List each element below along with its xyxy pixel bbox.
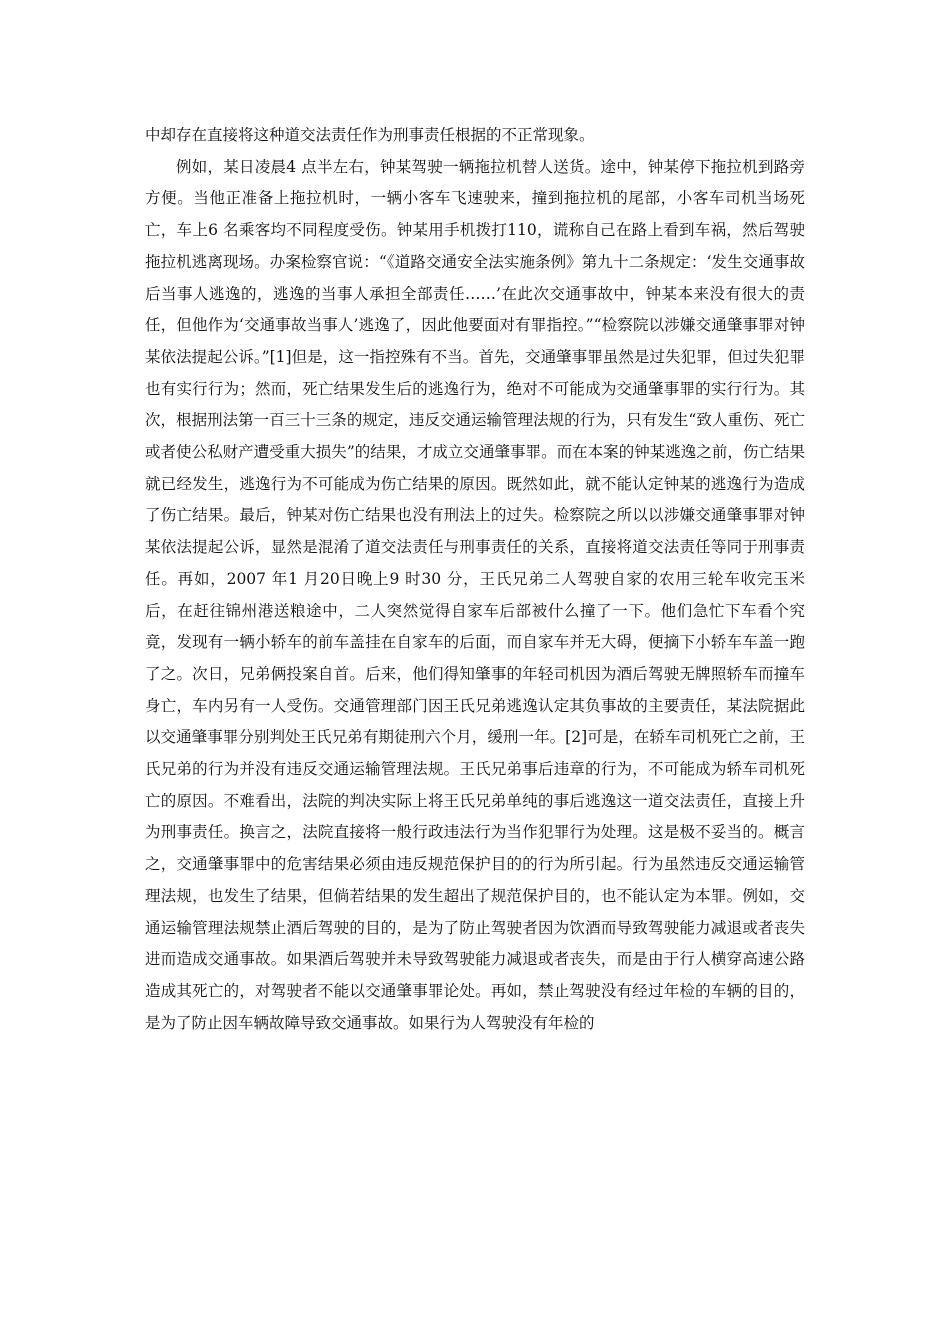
document-page <box>145 120 805 1039</box>
paragraph-body: 例如，某日凌晨4 点半左右，钟某驾驶一辆拖拉机替人送货。途中，钟某停下拖拉机到路旁方便。当他正准备上拖拉机时，一辆小客车飞速驶来，撞到拖拉机的尾部，小客车司机当场死亡，车上6 名乘客均不同程度受伤。钟某用手机拨打110，谎称自己在路上看到车祸，然后驾驶拖拉机逃离现场。办案检察官说：“《道路交通安全法实施条例》第九十二条规定：‘发生交通事故后当事人逃逸的，逃逸的当事人承担全部责任……’在此次交通事故中，钟某本来没有很大的责任，但他作为‘交通事故当事人’逃逸了，因此他要面对有罪指控。”“检察院以涉嫌交通肇事罪对钟某依法提起公诉。”[1]但是，这一指控殊有不当。首先，交通肇事罪虽然是过失犯罪，但过失犯罪也有实行行为；然而，死亡结果发生后的逃逸行为，绝对不可能成为交通肇事罪的实行行为。其次，根据刑法第一百三十三条的规定，违反交通运输管理法规的行为，只有发生“致人重伤、死亡或者使公私财产遭受重大损失”的结果，才成立交通肇事罪。而在本案的钟某逃逸之前，伤亡结果就已经发生，逃逸行为不可能成为伤亡结果的原因。既然如此，就不能认定钟某的逃逸行为造成了伤亡结果。最后，钟某对伤亡结果也没有刑法上的过失。检察院之所以以涉嫌交通肇事罪对钟某依法提起公诉，显然是混淆了道交法责任与刑事责任的关系，直接将道交法责任等同于刑事责任。再如，2007 年1 月20日晚上9 时30 分，王氏兄弟二人驾驶自家的农用三轮车收完玉米后，在赶往锦州港送粮途中，二人突然觉得自家车后部被什么撞了一下。他们急忙下车看个究竟，发现有一辆小轿车的前车盖挂在自家车的后面，而自家车并无大碍，便摘下小轿车车盖一跑了之。次日，兄弟俩投案自首。后来，他们得知肇事的年轻司机因为酒后驾驶无牌照轿车而撞车身亡，车内另有一人受伤。交通管理部门因王氏兄弟逃逸认定其负事故的主要责任，某法院据此以交通肇事罪分别判处王氏兄弟有期徒刑六个月，缓刑一年。[2]可是，在轿车司机死亡之前，王氏兄弟的行为并没有违反交通运输管理法规。王氏兄弟事后违章的行为，不可能成为轿车司机死亡的原因。不难看出，法院的判决实际上将王氏兄弟单纯的事后逃逸这一道交法责任，直接上升为刑事责任。换言之，法院直接将一般行政违法行为当作犯罪行为处理。这是极不妥当的。概言之，交通肇事罪中的危害结果必须由违反规范保护目的的行为所引起。行为虽然违反交通运输管理法规，也发生了结果，但倘若结果的发生超出了规范保护目的，也不能认定为本罪。例如，交通运输管理法规禁止酒后驾驶的目的，是为了防止驾驶者因为饮酒而导致驾驶能力减退或者丧失进而造成交通事故。如果酒后驾驶并未导致驾驶能力减退或者丧失，而是由于行人横穿高速公路造成其死亡的，对驾驶者不能以交通肇事罪论处。再如，禁止驾驶没有经过年检的车辆的目的，是为了防止因车辆故障导致交通事故。如果行为人驾驶没有年检的 <box>145 157 805 1032</box>
paragraph-continuation: 中却存在直接将这种道交法责任作为刑事责任根据的不正常现象。 <box>145 126 595 144</box>
